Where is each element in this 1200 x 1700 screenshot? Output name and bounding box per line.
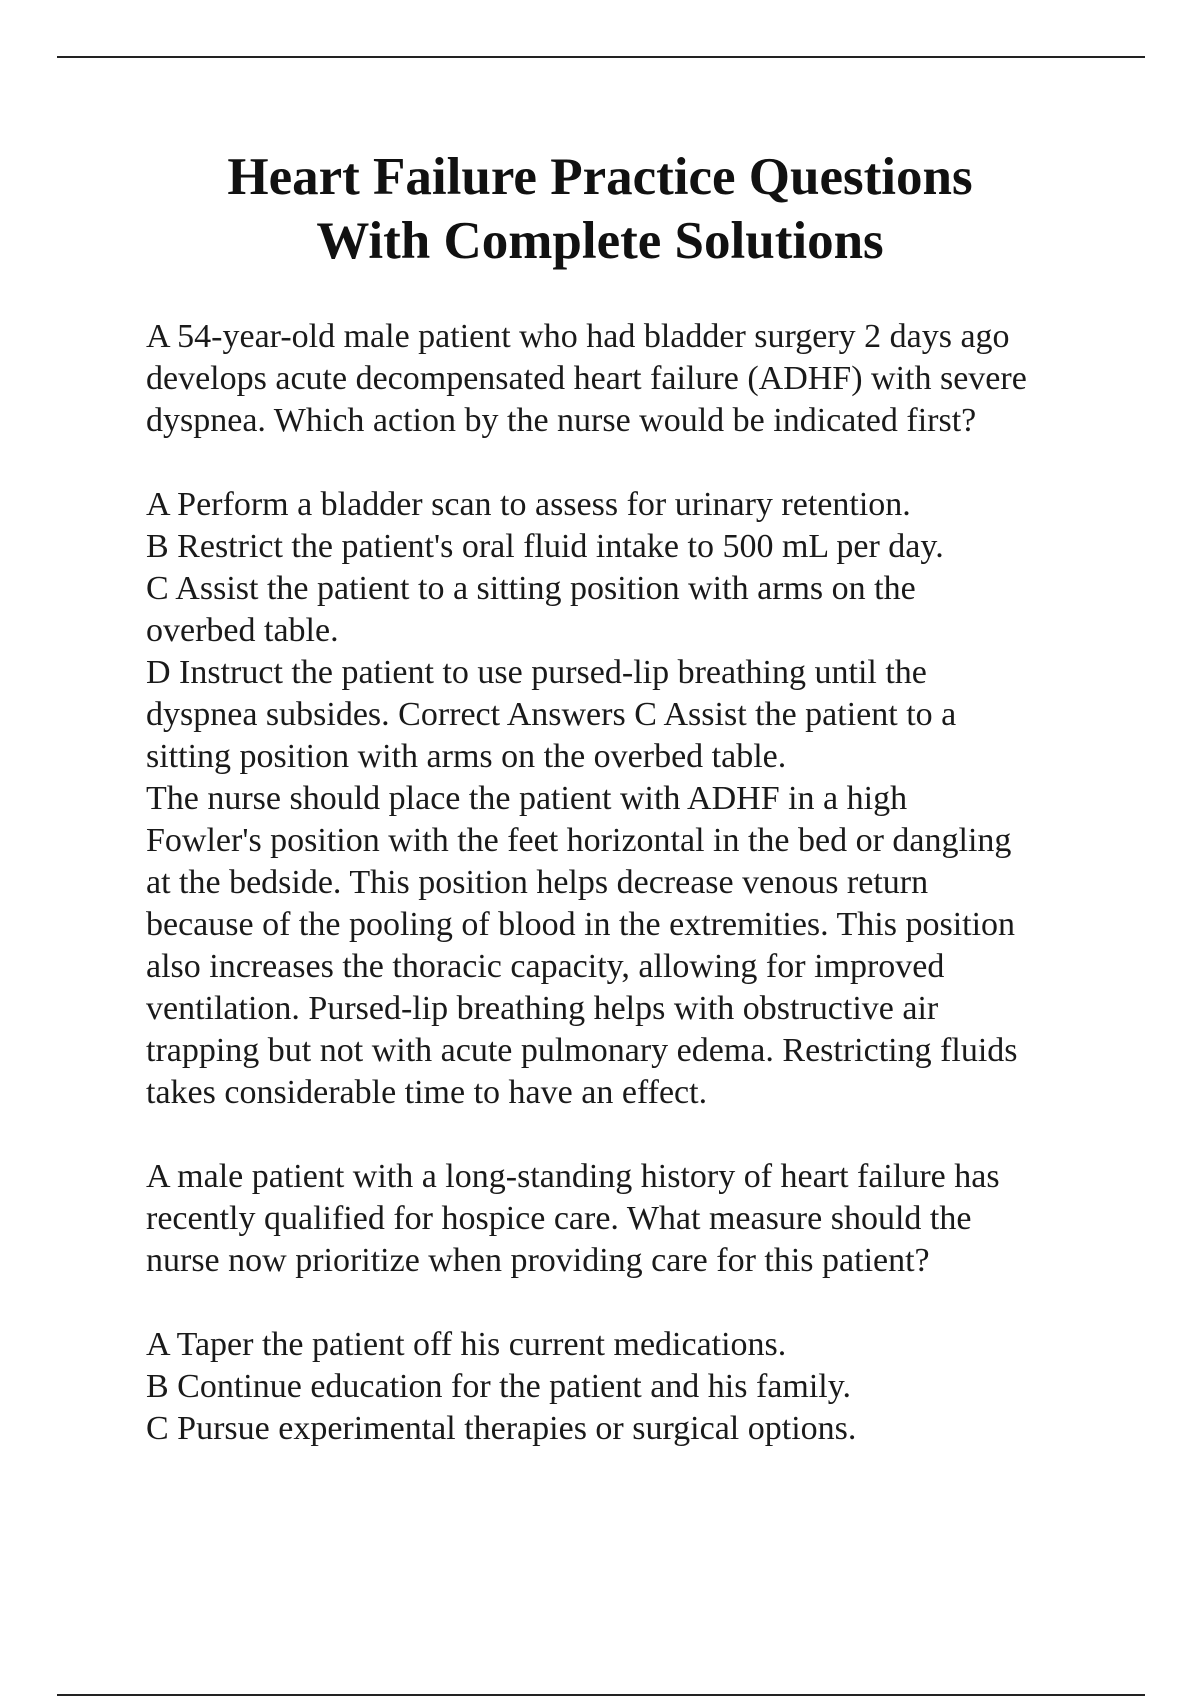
top-divider	[57, 56, 1145, 58]
option-b-line: B Restrict the patient's oral fluid intake to 500 mL per day.	[146, 528, 944, 565]
question-1-answer	[146, 484, 1106, 1114]
question-1-stem	[146, 316, 1106, 442]
title-line-1: Heart Failure Practice Questions	[227, 148, 973, 206]
rationale-line: trapping but not with acute pulmonary edema. Restricting fluids	[146, 1032, 1018, 1069]
option-a-line: A Taper the patient off his current medications.	[146, 1326, 787, 1363]
rationale-line: because of the pooling of blood in the extremities. This position	[146, 906, 1016, 943]
option-a-line: A Perform a bladder scan to assess for urinary retention.	[146, 486, 911, 523]
rationale-line: at the bedside. This position helps decrease venous return	[146, 864, 929, 901]
title-line-2: With Complete Solutions	[316, 212, 884, 270]
option-c-line: overbed table.	[146, 612, 339, 649]
option-b-line: B Continue education for the patient and his family.	[146, 1368, 852, 1405]
option-d-line: D Instruct the patient to use pursed-lip breathing until the	[146, 654, 927, 691]
text-line: develops acute decompensated heart failure (ADHF) with severe	[146, 360, 1027, 397]
rationale-line: ventilation. Pursed-lip breathing helps with obstructive air	[146, 990, 939, 1027]
correct-answer-line: dyspnea subsides. Correct Answers C Assist the patient to a	[146, 696, 957, 733]
text-line: dyspnea. Which action by the nurse would be indicated first?	[146, 402, 977, 439]
option-c-line: C Assist the patient to a sitting position with arms on the	[146, 570, 916, 607]
bottom-divider	[57, 1694, 1145, 1696]
document-title	[0, 145, 1200, 273]
text-line: nurse now prioritize when providing care for this patient?	[146, 1242, 930, 1279]
correct-answer-line: sitting position with arms on the overbed table.	[146, 738, 787, 775]
rationale-line: takes considerable time to have an effect.	[146, 1074, 708, 1111]
rationale-line: also increases the thoracic capacity, allowing for improved	[146, 948, 945, 985]
rationale-line: The nurse should place the patient with ADHF in a high	[146, 780, 908, 817]
rationale-line: Fowler's position with the feet horizontal in the bed or dangling	[146, 822, 1012, 859]
text-line: A male patient with a long-standing history of heart failure has	[146, 1158, 1000, 1195]
text-line: recently qualified for hospice care. What measure should the	[146, 1200, 972, 1237]
question-2-stem	[146, 1156, 1106, 1282]
question-2-options	[146, 1324, 1106, 1450]
document-body	[146, 316, 1106, 1492]
text-line: A 54-year-old male patient who had bladder surgery 2 days ago	[146, 318, 1010, 355]
option-c-line: C Pursue experimental therapies or surgical options.	[146, 1410, 857, 1447]
